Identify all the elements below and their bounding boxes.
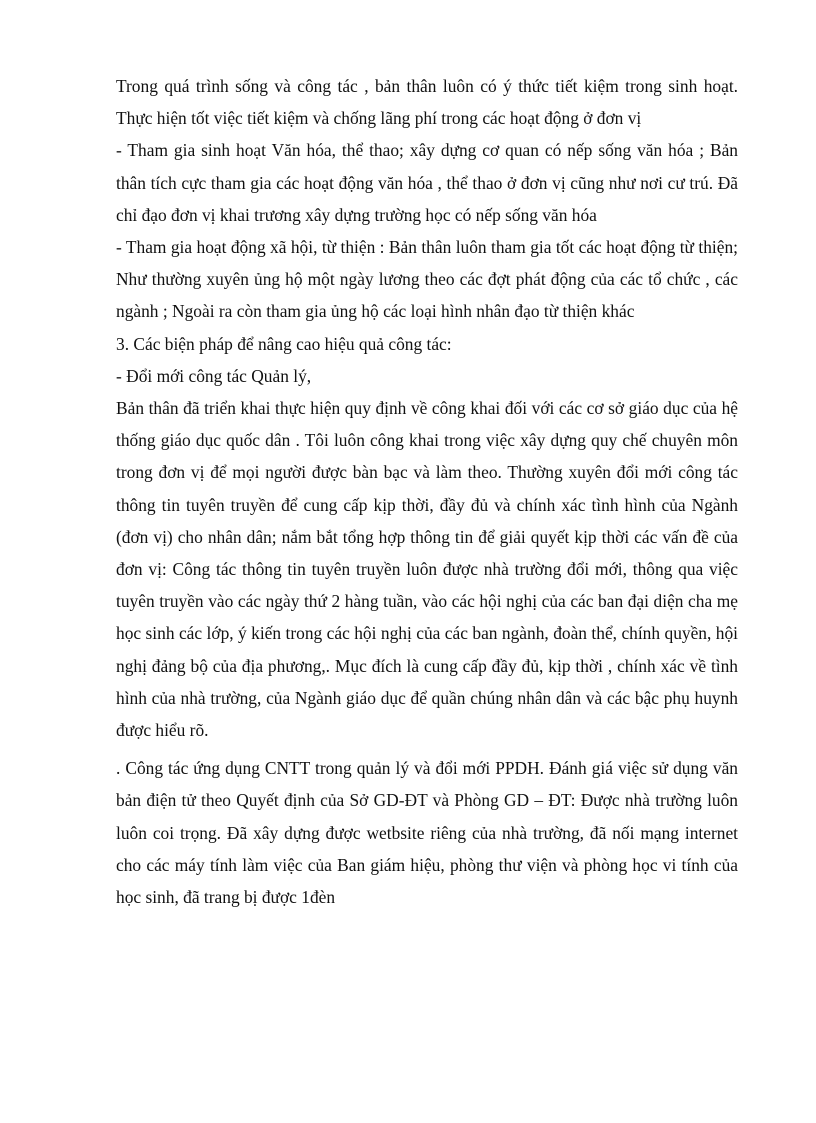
document-page: [116, 70, 738, 913]
paragraph-it-application: . Công tác ứng dụng CNTT trong quản lý và đổi mới PPDH. Đánh giá việc sử dụng văn bản điện tử theo Quyết định của Sở GD-ĐT và Phòng GD – ĐT: Được nhà trường luôn luôn coi trọng. Đã xây dựng được wetbsite riêng của nhà trường, đã nối mạng internet cho các máy tính làm việc của Ban giám hiệu, phòng thư viện và phòng học vi tính của học sinh, đã trang bị được 1đèn: [116, 758, 738, 908]
paragraph-saving: Trong quá trình sống và công tác , bản thân luôn có ý thức tiết kiệm trong sinh hoạt. Thực hiện tốt việc tiết kiệm và chống lãng phí trong các hoạt động ở đơn vị: [116, 76, 738, 129]
paragraph-management-body: Bản thân đã triển khai thực hiện quy định về công khai đối với các cơ sở giáo dục của hệ thống giáo dục quốc dân . Tôi luôn công khai trong việc xây dựng quy chế chuyên môn trong đơn vị để mọi người được bàn bạc và làm theo. Thường xuyên đổi mới công tác thông tin tuyên truyền để cung cấp kịp thời, đầy đủ và chính xác tình hình của Ngành (đơn vị) cho nhân dân; nắm bắt tổng hợp thông tin để giải quyết kịp thời các vấn đề của đơn vị: Công tác thông tin tuyên truyền luôn được nhà trường đổi mới, thông qua việc tuyên truyền vào các ngày thứ 2 hàng tuần, vào các hội nghị của các ban đại diện cha mẹ học sinh các lớp, ý kiến trong các hội nghị của các ban ngành, đoàn thể, chính quyền, hội nghị đảng bộ của địa phương,. Mục đích là cung cấp đầy đủ, kịp thời , chính xác về tình hình của nhà trường, của Ngành giáo dục để quần chúng nhân dân và các bậc phụ huynh được hiểu rõ.: [116, 398, 738, 741]
paragraph-charity: - Tham gia hoạt động xã hội, từ thiện : Bản thân luôn tham gia tốt các hoạt động từ thiện; Như thường xuyên ủng hộ một ngày lương theo các đợt phát động của các tổ chức , các ngành ; Ngoài ra còn tham gia ủng hộ các loại hình nhân đạo từ thiện khác: [116, 237, 738, 322]
paragraph-management-heading: - Đổi mới công tác Quản lý,: [116, 365, 312, 386]
paragraph-culture-sports: - Tham gia sinh hoạt Văn hóa, thể thao; xây dựng cơ quan có nếp sống văn hóa ; Bản thân tích cực tham gia các hoạt động văn hóa , thể thao ở đơn vị cũng như nơi cư trú. Đã chỉ đạo đơn vị khai trương xây dựng trường học có nếp sống văn hóa: [116, 140, 738, 225]
section-heading-measures: 3. Các biện pháp để nâng cao hiệu quả công tác:: [116, 333, 452, 354]
